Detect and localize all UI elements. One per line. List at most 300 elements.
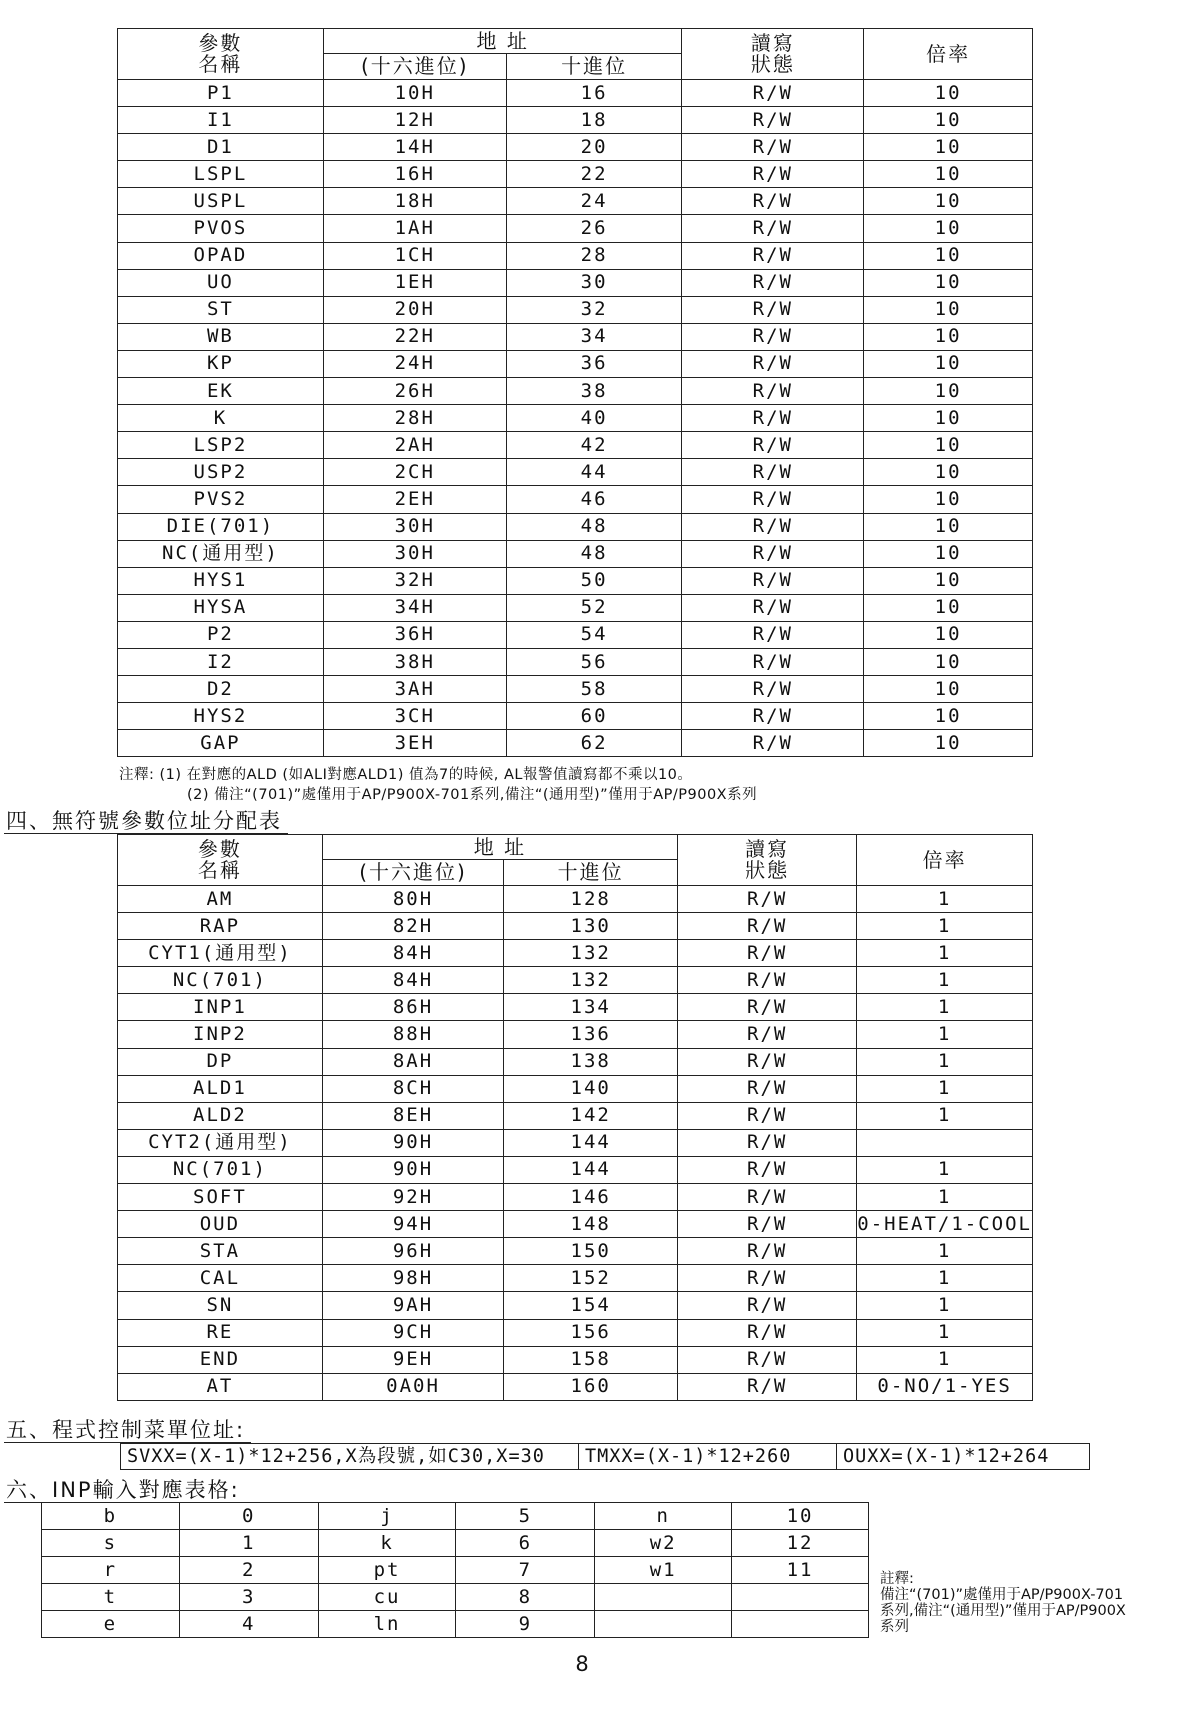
- ratio-cell: 1: [857, 1102, 1033, 1129]
- hex-address-cell: 84H: [322, 940, 504, 967]
- param-name-cell: EK: [118, 378, 324, 405]
- table-row: [118, 703, 1033, 730]
- rw-status-cell: R/W: [682, 730, 864, 757]
- ratio-cell: 1: [857, 886, 1033, 913]
- hex-address-cell: 32H: [323, 567, 506, 594]
- rw-status-cell: R/W: [682, 378, 864, 405]
- table-row: [118, 594, 1033, 621]
- header-hex: (十六進位): [323, 54, 506, 80]
- rw-status-cell: R/W: [682, 648, 864, 675]
- param-name-cell: WB: [118, 323, 324, 350]
- ratio-cell: 10: [864, 730, 1033, 757]
- inp-value-cell: [732, 1584, 869, 1611]
- side-note-label: 註釋:: [880, 1571, 914, 1587]
- ratio-cell: 1: [857, 1292, 1033, 1319]
- header-dec: 十進位: [506, 54, 682, 80]
- table-row: [118, 80, 1033, 107]
- table-row: [42, 1557, 869, 1584]
- dec-address-cell: 24: [506, 188, 682, 215]
- hex-address-cell: 28H: [323, 405, 506, 432]
- hex-address-cell: 1AH: [323, 215, 506, 242]
- param-name-cell: USP2: [118, 459, 324, 486]
- inp-value-cell: 12: [732, 1530, 869, 1557]
- rw-status-cell: R/W: [678, 1075, 857, 1102]
- table-row: [118, 242, 1033, 269]
- ratio-cell: 1: [857, 1048, 1033, 1075]
- side-note-line: 備注“(701)”處僅用于AP/P900X-701: [880, 1587, 1124, 1603]
- table-row: [118, 161, 1033, 188]
- table-row: [118, 1156, 1033, 1183]
- dec-address-cell: 22: [506, 161, 682, 188]
- table-row: [118, 1238, 1033, 1265]
- table-row: [118, 567, 1033, 594]
- param-name-cell: LSPL: [118, 161, 324, 188]
- rw-status-cell: R/W: [682, 107, 864, 134]
- inp-code-cell: t: [42, 1584, 180, 1611]
- side-note-line: 系列,備注“(通用型)”僅用于AP/P900X: [880, 1603, 1126, 1619]
- rw-status-cell: R/W: [678, 1319, 857, 1346]
- dec-address-cell: 138: [504, 1048, 678, 1075]
- dec-address-cell: 140: [504, 1075, 678, 1102]
- hex-address-cell: 92H: [322, 1184, 504, 1211]
- ratio-cell: 1: [857, 940, 1033, 967]
- inp-value-cell: 2: [179, 1557, 318, 1584]
- inp-code-cell: r: [42, 1557, 180, 1584]
- inp-value-cell: 5: [456, 1503, 595, 1530]
- table-row: [118, 486, 1033, 513]
- inp-value-cell: 6: [456, 1530, 595, 1557]
- dec-address-cell: 154: [504, 1292, 678, 1319]
- table-row: [42, 1503, 869, 1530]
- header-address: 地 址: [323, 29, 682, 54]
- header-rw-status: 讀寫 狀態: [682, 29, 864, 80]
- table-row: [118, 1075, 1033, 1102]
- hex-address-cell: 20H: [323, 296, 506, 323]
- table-row: [118, 648, 1033, 675]
- table-row: [118, 1021, 1033, 1048]
- table-row: [118, 432, 1033, 459]
- header-rw-status: 讀寫 狀態: [678, 835, 857, 886]
- table-row: [118, 513, 1033, 540]
- header-hex: (十六進位): [322, 860, 504, 886]
- ratio-cell: 1: [857, 1075, 1033, 1102]
- ratio-cell: 10: [864, 134, 1033, 161]
- hex-address-cell: 2EH: [323, 486, 506, 513]
- ratio-cell: 10: [864, 161, 1033, 188]
- table-row: [118, 323, 1033, 350]
- rw-status-cell: R/W: [682, 350, 864, 377]
- register-table-1: [117, 28, 1033, 757]
- dec-address-cell: 16: [506, 80, 682, 107]
- param-name-cell: GAP: [118, 730, 324, 757]
- table-row: [118, 134, 1033, 161]
- dec-address-cell: 28: [506, 242, 682, 269]
- inp-mapping-table: [41, 1502, 869, 1638]
- hex-address-cell: 12H: [323, 107, 506, 134]
- header-address: 地 址: [322, 835, 677, 860]
- table-row: [42, 1611, 869, 1638]
- hex-address-cell: 38H: [323, 648, 506, 675]
- side-note-line: 系列: [880, 1619, 909, 1635]
- formula-tm: TMXX=(X-1)*12+260: [579, 1444, 837, 1469]
- rw-status-cell: R/W: [682, 296, 864, 323]
- dec-address-cell: 38: [506, 378, 682, 405]
- dec-address-cell: 56: [506, 648, 682, 675]
- table-row: [118, 1346, 1033, 1373]
- inp-code-cell: w1: [595, 1557, 732, 1584]
- hex-address-cell: 86H: [322, 994, 504, 1021]
- param-name-cell: HYS1: [118, 567, 324, 594]
- hex-address-cell: 3EH: [323, 730, 506, 757]
- inp-code-cell: s: [42, 1530, 180, 1557]
- ratio-cell: 10: [864, 540, 1033, 567]
- table-row: [118, 1211, 1033, 1238]
- inp-value-cell: 0: [179, 1503, 318, 1530]
- param-name-cell: INP1: [118, 994, 323, 1021]
- ratio-cell: 10: [864, 621, 1033, 648]
- hex-address-cell: 10H: [323, 80, 506, 107]
- hex-address-cell: 30H: [323, 513, 506, 540]
- dec-address-cell: 134: [504, 994, 678, 1021]
- dec-address-cell: 132: [504, 967, 678, 994]
- rw-status-cell: R/W: [682, 513, 864, 540]
- dec-address-cell: 40: [506, 405, 682, 432]
- table1-note-1: 注釋: (1) 在對應的ALD (如ALI對應ALD1) 值為7的時候, AL報警值讀寫都不乘以10。: [119, 767, 693, 783]
- rw-status-cell: R/W: [682, 486, 864, 513]
- header-ratio: 倍率: [857, 835, 1033, 886]
- ratio-cell: 1: [857, 1184, 1033, 1211]
- param-name-cell: I2: [118, 648, 324, 675]
- inp-code-cell: cu: [318, 1584, 456, 1611]
- ratio-cell: 10: [864, 594, 1033, 621]
- rw-status-cell: R/W: [678, 1021, 857, 1048]
- param-name-cell: AM: [118, 886, 323, 913]
- dec-address-cell: 156: [504, 1319, 678, 1346]
- hex-address-cell: 22H: [323, 323, 506, 350]
- ratio-cell: 1: [857, 1156, 1033, 1183]
- param-name-cell: SN: [118, 1292, 323, 1319]
- table-row: [118, 405, 1033, 432]
- dec-address-cell: 46: [506, 486, 682, 513]
- ratio-cell: 10: [864, 242, 1033, 269]
- ratio-cell: 10: [864, 703, 1033, 730]
- param-name-cell: PVOS: [118, 215, 324, 242]
- param-name-cell: END: [118, 1346, 323, 1373]
- dec-address-cell: 130: [504, 913, 678, 940]
- ratio-cell: 10: [864, 405, 1033, 432]
- hex-address-cell: 96H: [322, 1238, 504, 1265]
- param-name-cell: DP: [118, 1048, 323, 1075]
- dec-address-cell: 132: [504, 940, 678, 967]
- rw-status-cell: R/W: [678, 1346, 857, 1373]
- hex-address-cell: 9CH: [322, 1319, 504, 1346]
- section-6-title: 六、INP輸入對應表格:: [4, 1478, 246, 1503]
- dec-address-cell: 148: [504, 1211, 678, 1238]
- table-row: [118, 1373, 1033, 1400]
- ratio-cell: 1: [857, 1238, 1033, 1265]
- rw-status-cell: R/W: [682, 161, 864, 188]
- rw-status-cell: R/W: [682, 621, 864, 648]
- table-row: [42, 1530, 869, 1557]
- rw-status-cell: R/W: [678, 913, 857, 940]
- inp-value-cell: 3: [179, 1584, 318, 1611]
- table-row: [118, 1129, 1033, 1156]
- hex-address-cell: 2AH: [323, 432, 506, 459]
- rw-status-cell: R/W: [682, 676, 864, 703]
- hex-address-cell: 98H: [322, 1265, 504, 1292]
- rw-status-cell: R/W: [682, 405, 864, 432]
- param-name-cell: NC(通用型): [118, 540, 324, 567]
- hex-address-cell: 90H: [322, 1129, 504, 1156]
- dec-address-cell: 58: [506, 676, 682, 703]
- table-row: [118, 459, 1033, 486]
- rw-status-cell: R/W: [678, 1265, 857, 1292]
- ratio-cell: 10: [864, 215, 1033, 242]
- param-name-cell: USPL: [118, 188, 324, 215]
- ratio-cell: 10: [864, 676, 1033, 703]
- dec-address-cell: 34: [506, 323, 682, 350]
- param-name-cell: KP: [118, 350, 324, 377]
- inp-code-cell: [595, 1611, 732, 1638]
- dec-address-cell: 48: [506, 513, 682, 540]
- ratio-cell: 1: [857, 1346, 1033, 1373]
- table-row: [118, 215, 1033, 242]
- dec-address-cell: 150: [504, 1238, 678, 1265]
- rw-status-cell: R/W: [682, 188, 864, 215]
- ratio-cell: 10: [864, 269, 1033, 296]
- param-name-cell: ALD1: [118, 1075, 323, 1102]
- param-name-cell: HYS2: [118, 703, 324, 730]
- table-row: [118, 1292, 1033, 1319]
- hex-address-cell: 90H: [322, 1156, 504, 1183]
- table-row: [118, 296, 1033, 323]
- table-row: [118, 378, 1033, 405]
- inp-code-cell: b: [42, 1503, 180, 1530]
- param-name-cell: NC(701): [118, 967, 323, 994]
- hex-address-cell: 9EH: [322, 1346, 504, 1373]
- dec-address-cell: 44: [506, 459, 682, 486]
- param-name-cell: AT: [118, 1373, 323, 1400]
- header-dec: 十進位: [504, 860, 678, 886]
- dec-address-cell: 54: [506, 621, 682, 648]
- ratio-cell: 1: [857, 1319, 1033, 1346]
- param-name-cell: LSP2: [118, 432, 324, 459]
- inp-value-cell: 11: [732, 1557, 869, 1584]
- hex-address-cell: 14H: [323, 134, 506, 161]
- rw-status-cell: R/W: [678, 1156, 857, 1183]
- ratio-cell: 1: [857, 1265, 1033, 1292]
- hex-address-cell: 1CH: [323, 242, 506, 269]
- section-6-heading: [4, 1474, 246, 1504]
- table-row: [118, 1184, 1033, 1211]
- ratio-cell: 10: [864, 323, 1033, 350]
- param-name-cell: PVS2: [118, 486, 324, 513]
- rw-status-cell: R/W: [682, 703, 864, 730]
- dec-address-cell: 60: [506, 703, 682, 730]
- hex-address-cell: 1EH: [323, 269, 506, 296]
- hex-address-cell: 3AH: [323, 676, 506, 703]
- dec-address-cell: 20: [506, 134, 682, 161]
- inp-value-cell: 9: [456, 1611, 595, 1638]
- table-row: [118, 269, 1033, 296]
- rw-status-cell: R/W: [678, 1292, 857, 1319]
- param-name-cell: OPAD: [118, 242, 324, 269]
- hex-address-cell: 34H: [323, 594, 506, 621]
- hex-address-cell: 18H: [323, 188, 506, 215]
- ratio-cell: 1: [857, 967, 1033, 994]
- table-row: [118, 188, 1033, 215]
- table-row: [118, 1265, 1033, 1292]
- hex-address-cell: 36H: [323, 621, 506, 648]
- formula-sv: SVXX=(X-1)*12+256,X為段號,如C30,X=30: [121, 1444, 579, 1469]
- ratio-cell: 10: [864, 486, 1033, 513]
- rw-status-cell: R/W: [682, 134, 864, 161]
- inp-value-cell: [732, 1611, 869, 1638]
- dec-address-cell: 50: [506, 567, 682, 594]
- register-table-2: [117, 834, 1033, 1401]
- table-row: [118, 1319, 1033, 1346]
- section-5-title: 五、程式控制菜單位址:: [4, 1418, 251, 1443]
- inp-code-cell: pt: [318, 1557, 456, 1584]
- dec-address-cell: 30: [506, 269, 682, 296]
- hex-address-cell: 9AH: [322, 1292, 504, 1319]
- rw-status-cell: R/W: [678, 967, 857, 994]
- dec-address-cell: 62: [506, 730, 682, 757]
- inp-code-cell: j: [318, 1503, 456, 1530]
- section-5-heading: [4, 1414, 251, 1444]
- inp-code-cell: k: [318, 1530, 456, 1557]
- rw-status-cell: R/W: [682, 540, 864, 567]
- param-name-cell: NC(701): [118, 1156, 323, 1183]
- rw-status-cell: R/W: [682, 242, 864, 269]
- rw-status-cell: R/W: [682, 269, 864, 296]
- hex-address-cell: 88H: [322, 1021, 504, 1048]
- rw-status-cell: R/W: [678, 1211, 857, 1238]
- hex-address-cell: 30H: [323, 540, 506, 567]
- ratio-cell: 10: [864, 296, 1033, 323]
- dec-address-cell: 144: [504, 1156, 678, 1183]
- dec-address-cell: 128: [504, 886, 678, 913]
- header-param-name: 參數 名稱: [118, 29, 324, 80]
- header-param-name: 參數 名稱: [118, 835, 323, 886]
- dec-address-cell: 136: [504, 1021, 678, 1048]
- ratio-cell: 10: [864, 513, 1033, 540]
- rw-status-cell: R/W: [678, 886, 857, 913]
- dec-address-cell: 32: [506, 296, 682, 323]
- ratio-cell: 10: [864, 432, 1033, 459]
- hex-address-cell: 2CH: [323, 459, 506, 486]
- table-row: [118, 350, 1033, 377]
- inp-code-cell: n: [595, 1503, 732, 1530]
- rw-status-cell: R/W: [678, 1373, 857, 1400]
- hex-address-cell: 16H: [323, 161, 506, 188]
- ratio-cell: 10: [864, 459, 1033, 486]
- rw-status-cell: R/W: [682, 594, 864, 621]
- dec-address-cell: 152: [504, 1265, 678, 1292]
- inp-code-cell: [595, 1584, 732, 1611]
- rw-status-cell: R/W: [678, 1048, 857, 1075]
- param-name-cell: OUD: [118, 1211, 323, 1238]
- ratio-cell: 10: [864, 350, 1033, 377]
- param-name-cell: RE: [118, 1319, 323, 1346]
- program-address-formulas: [120, 1443, 1090, 1470]
- inp-value-cell: 4: [179, 1611, 318, 1638]
- rw-status-cell: R/W: [678, 1184, 857, 1211]
- ratio-cell: 10: [864, 648, 1033, 675]
- inp-value-cell: 7: [456, 1557, 595, 1584]
- inp-code-cell: e: [42, 1611, 180, 1638]
- hex-address-cell: 8EH: [322, 1102, 504, 1129]
- ratio-cell: 0-NO/1-YES: [857, 1373, 1033, 1400]
- dec-address-cell: 26: [506, 215, 682, 242]
- table-row: [118, 730, 1033, 757]
- param-name-cell: D2: [118, 676, 324, 703]
- rw-status-cell: R/W: [678, 1129, 857, 1156]
- rw-status-cell: R/W: [682, 432, 864, 459]
- ratio-cell: 10: [864, 567, 1033, 594]
- param-name-cell: D1: [118, 134, 324, 161]
- table-row: [42, 1584, 869, 1611]
- rw-status-cell: R/W: [682, 215, 864, 242]
- hex-address-cell: 82H: [322, 913, 504, 940]
- dec-address-cell: 144: [504, 1129, 678, 1156]
- hex-address-cell: 8CH: [322, 1075, 504, 1102]
- param-name-cell: CYT1(通用型): [118, 940, 323, 967]
- param-name-cell: RAP: [118, 913, 323, 940]
- hex-address-cell: 80H: [322, 886, 504, 913]
- dec-address-cell: 36: [506, 350, 682, 377]
- param-name-cell: DIE(701): [118, 513, 324, 540]
- hex-address-cell: 24H: [323, 350, 506, 377]
- dec-address-cell: 48: [506, 540, 682, 567]
- param-name-cell: P2: [118, 621, 324, 648]
- hex-address-cell: 94H: [322, 1211, 504, 1238]
- formula-ou: OUXX=(X-1)*12+264: [843, 1446, 1050, 1467]
- param-name-cell: I1: [118, 107, 324, 134]
- dec-address-cell: 160: [504, 1373, 678, 1400]
- hex-address-cell: 0A0H: [322, 1373, 504, 1400]
- ratio-cell: 10: [864, 107, 1033, 134]
- rw-status-cell: R/W: [682, 80, 864, 107]
- ratio-cell: 1: [857, 913, 1033, 940]
- ratio-cell: 1: [857, 994, 1033, 1021]
- param-name-cell: ST: [118, 296, 324, 323]
- ratio-cell: 0-HEAT/1-COOL: [857, 1211, 1033, 1238]
- table-row: [118, 1102, 1033, 1129]
- dec-address-cell: 42: [506, 432, 682, 459]
- inp-value-cell: 8: [456, 1584, 595, 1611]
- param-name-cell: HYSA: [118, 594, 324, 621]
- rw-status-cell: R/W: [678, 1102, 857, 1129]
- ratio-cell: [857, 1129, 1033, 1156]
- table-row: [118, 967, 1033, 994]
- table-row: [118, 886, 1033, 913]
- inp-code-cell: ln: [318, 1611, 456, 1638]
- table-row: [118, 676, 1033, 703]
- rw-status-cell: R/W: [682, 459, 864, 486]
- param-name-cell: INP2: [118, 1021, 323, 1048]
- inp-side-note: [880, 1571, 1200, 1635]
- rw-status-cell: R/W: [678, 1238, 857, 1265]
- rw-status-cell: R/W: [682, 567, 864, 594]
- dec-address-cell: 52: [506, 594, 682, 621]
- table-row: [118, 1048, 1033, 1075]
- dec-address-cell: 158: [504, 1346, 678, 1373]
- section-4-heading: [4, 805, 288, 835]
- hex-address-cell: 8AH: [322, 1048, 504, 1075]
- table-row: [118, 621, 1033, 648]
- ratio-cell: 10: [864, 188, 1033, 215]
